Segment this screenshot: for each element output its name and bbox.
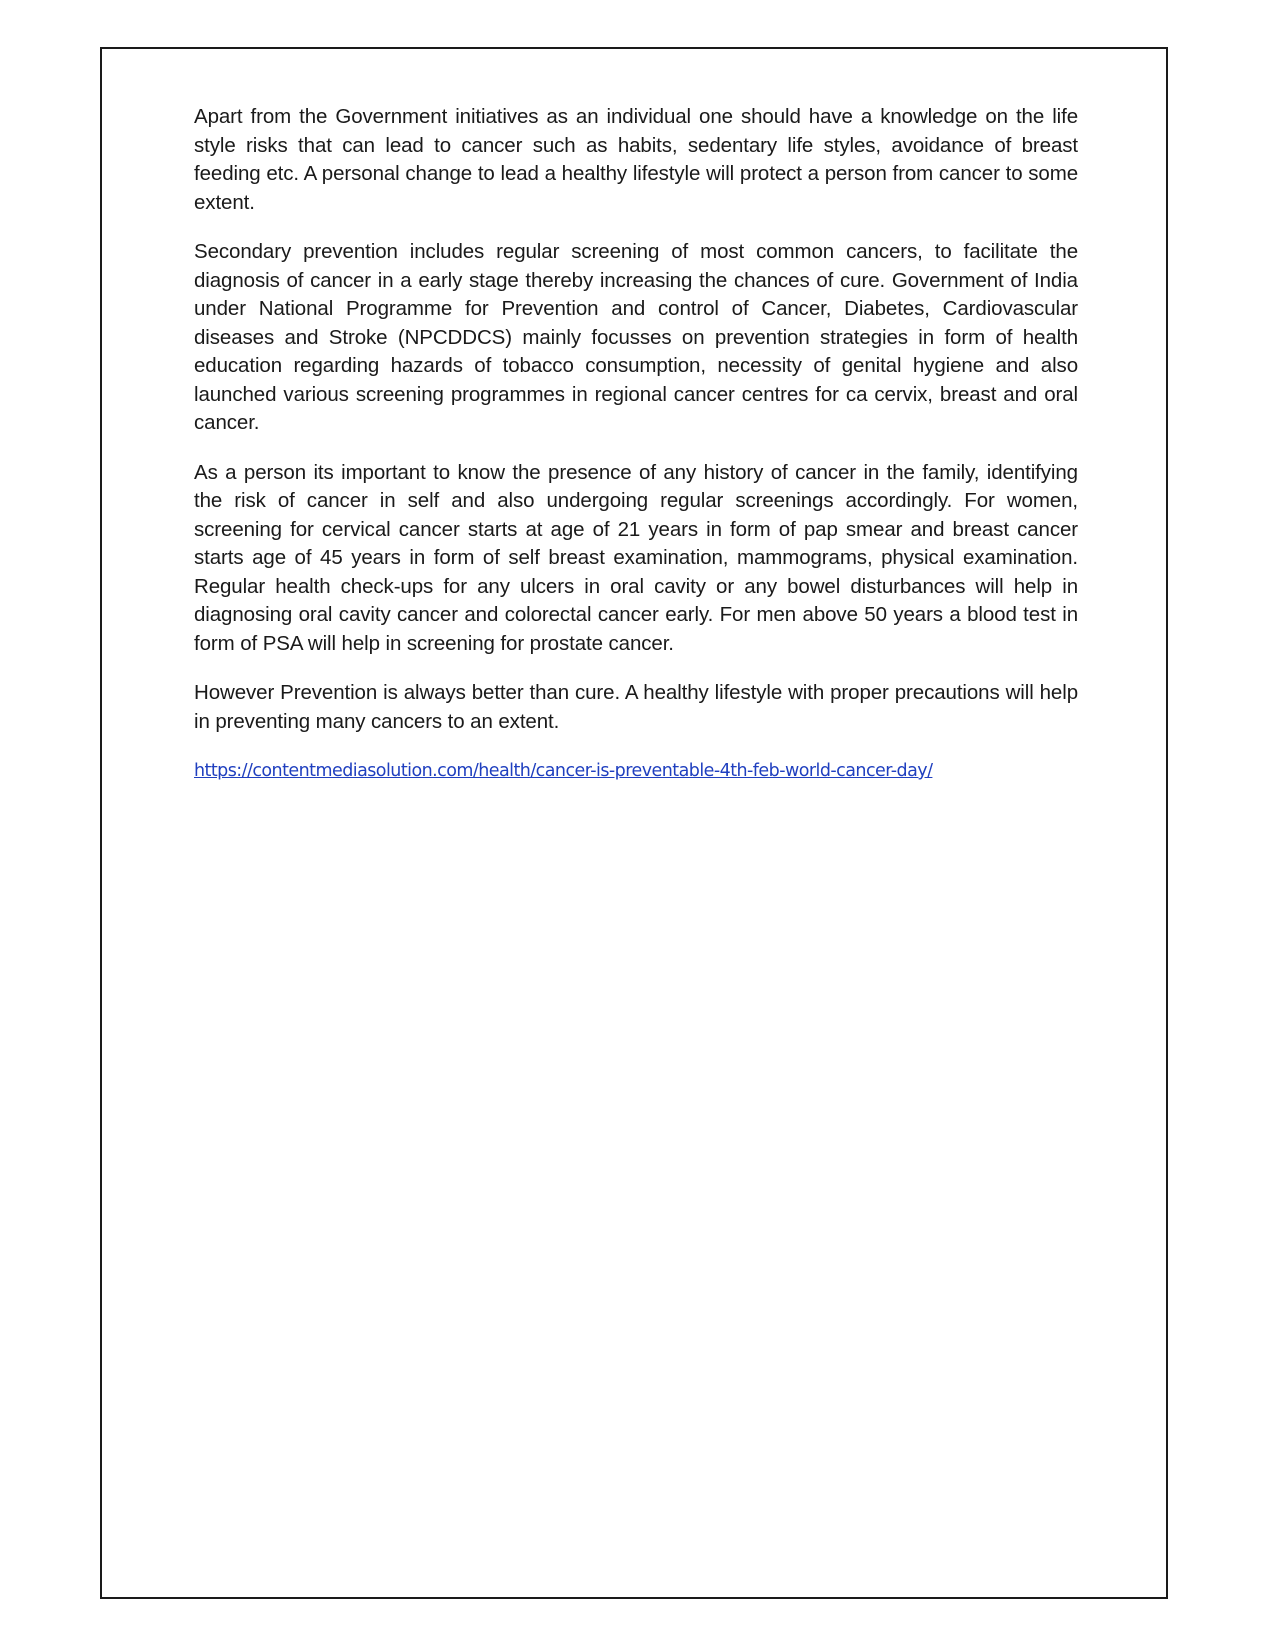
document-body (194, 103, 1078, 785)
paragraph-screening-guidelines: As a person its important to know the presence of any history of cancer in the family, identifying the risk of cancer in self and also undergoing regular screenings accordingly. For women, screening for cervical cancer starts at age of 21 years in form of pap smear and breast cancer starts age of 45 years in form of self breast examination, mammograms, physical examination. Regular health check-ups for any ulcers in oral cavity or any bowel disturbances will help in diagnosing oral cavity cancer and colorectal cancer early. For men above 50 years a blood test in form of PSA will help in screening for prostate cancer. (194, 460, 1078, 655)
paragraph-conclusion: However Prevention is always better than cure. A healthy lifestyle with proper precautions will help in preventing many cancers to an extent. (194, 681, 1078, 733)
paragraph-lifestyle-risks: Apart from the Government initiatives as an individual one should have a knowledge on the life style risks that can lead to cancer such as habits, sedentary life styles, avoidance of breast feeding etc. A personal change to lead a healthy lifestyle will protect a person from cancer to some extent. (194, 105, 1078, 214)
paragraph-secondary-prevention: Secondary prevention includes regular screening of most common cancers, to facilitate the diagnosis of cancer in a early stage thereby increasing the chances of cure. Government of India under National Programme for Prevention and control of Cancer, Diabetes, Cardiovascular diseases and Stroke (NPCDDCS) mainly focusses on prevention strategies in form of health education regarding hazards of tobacco consumption, necessity of genital hygiene and also launched various screening programmes in regional cancer centres for ca cervix, breast and oral cancer. (194, 240, 1078, 434)
source-link[interactable]: https://contentmediasolution.com/health/cancer-is-preventable-4th-feb-world-cancer-day/ (194, 761, 933, 781)
